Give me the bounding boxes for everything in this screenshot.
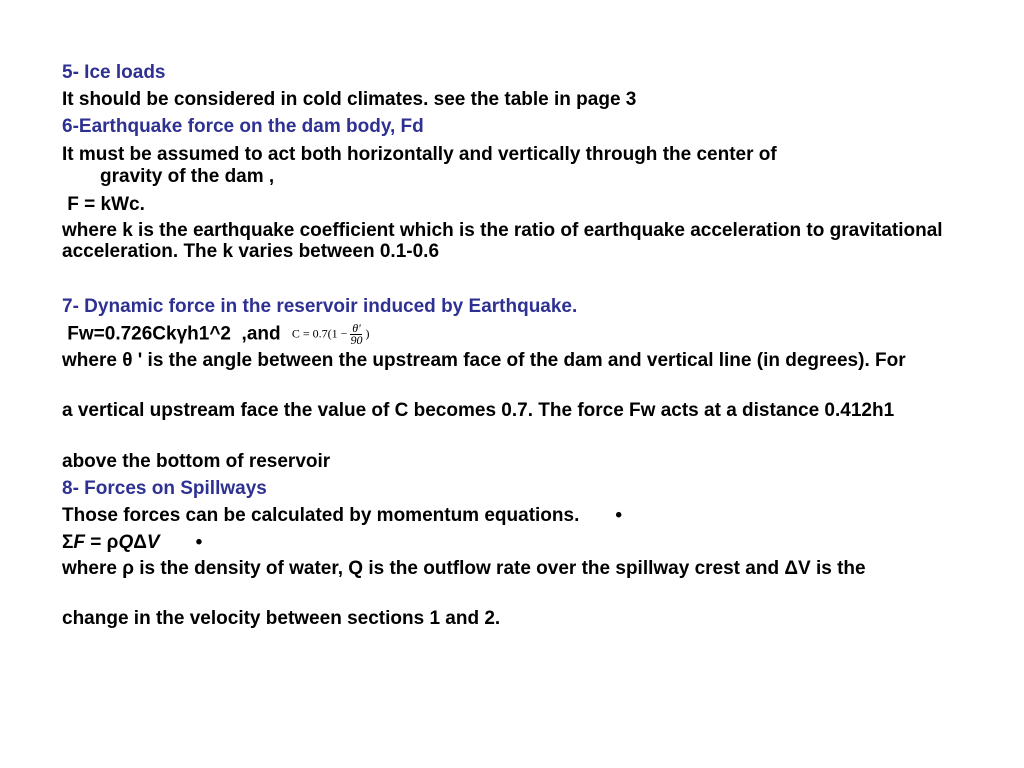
section-5-heading: 5- Ice loads [62, 62, 166, 83]
c-coefficient-formula [292, 323, 370, 346]
c-formula-numerator: θ' [352, 321, 361, 335]
section-7-formula-line [62, 323, 967, 346]
equals-rho: = ρ [85, 532, 119, 553]
section-8-text2: where ρ is the density of water, Q is the outflow rate over the spillway crest and ΔV is the [62, 558, 866, 579]
section-6-text-line2: gravity of the dam , [100, 166, 275, 187]
c-formula-lhs: C = 0.7(1 − [291, 326, 348, 341]
section-5-text: It should be considered in cold climates. see the table in page 3 [62, 89, 637, 110]
sigma-symbol: Σ [62, 532, 74, 553]
section-6-text2: where k is the earthquake coefficient which is the ratio of earthquake acceleration to gravitational acceleration. The k varies between 0.1-0.6 [62, 220, 943, 262]
momentum-equation [62, 532, 967, 553]
c-formula-fraction [350, 323, 362, 346]
section-7-text2: a vertical upstream face the value of C becomes 0.7. The force Fw acts at a distance 0.412h1 [62, 400, 895, 421]
section-6-text-line1: It must be assumed to act both horizontally and vertically through the center of [62, 144, 777, 165]
velocity-variable: V [146, 532, 160, 553]
section-8-text3: change in the velocity between sections 1 and 2. [62, 608, 501, 629]
c-formula-denominator: 90 [350, 333, 363, 347]
section-8-text1 [62, 505, 967, 526]
fw-formula: Fw=0.726Ckγh1^2 ,and [62, 323, 281, 345]
section-7-text1: where θ ' is the angle between the upstream face of the dam and vertical line (in degrees). For [62, 350, 906, 371]
section-7-text3: above the bottom of reservoir [62, 451, 331, 472]
force-variable: F [73, 532, 86, 553]
delta-symbol: Δ [133, 532, 147, 553]
section-7-heading: 7- Dynamic force in the reservoir induced by Earthquake. [62, 296, 578, 317]
c-formula-rhs: ) [365, 326, 370, 341]
flow-variable: Q [118, 532, 134, 553]
section-8-heading: 8- Forces on Spillways [62, 478, 267, 499]
section-6-formula: F = kWc. [62, 194, 145, 215]
section-6-heading: 6-Earthquake force on the dam body, Fd [62, 116, 424, 137]
bullet-marker: • [615, 505, 623, 526]
bullet-marker-2: • [195, 532, 203, 553]
momentum-text: Those forces can be calculated by momentum equations. [62, 505, 580, 526]
